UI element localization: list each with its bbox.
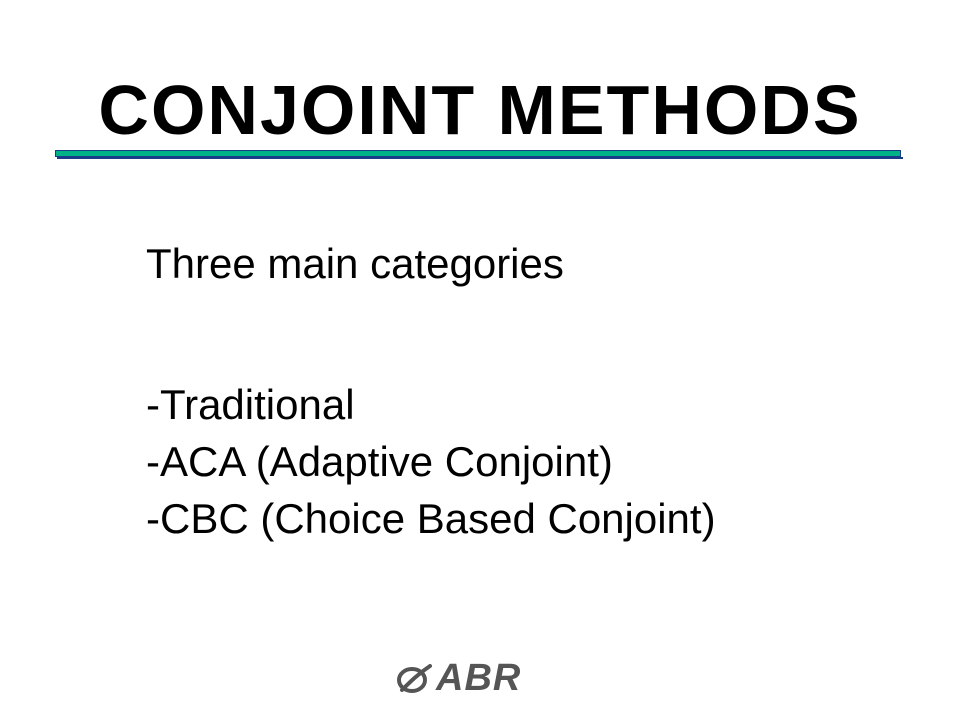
body-spacer xyxy=(146,292,716,376)
slide-title: CONJOINT METHODS xyxy=(98,71,862,149)
body-heading: Three main categories xyxy=(146,240,564,287)
title-rule-shadow xyxy=(57,157,903,159)
abr-logo xyxy=(396,657,546,700)
logo-text: ABR xyxy=(436,657,522,699)
list-item: -CBC (Choice Based Conjoint) xyxy=(146,495,716,542)
list-item: -ACA (Adaptive Conjoint) xyxy=(146,438,613,485)
list-item: -Traditional xyxy=(146,381,355,428)
slide-body xyxy=(146,235,716,547)
abr-swoosh-icon xyxy=(396,664,432,694)
title-divider xyxy=(55,150,901,157)
